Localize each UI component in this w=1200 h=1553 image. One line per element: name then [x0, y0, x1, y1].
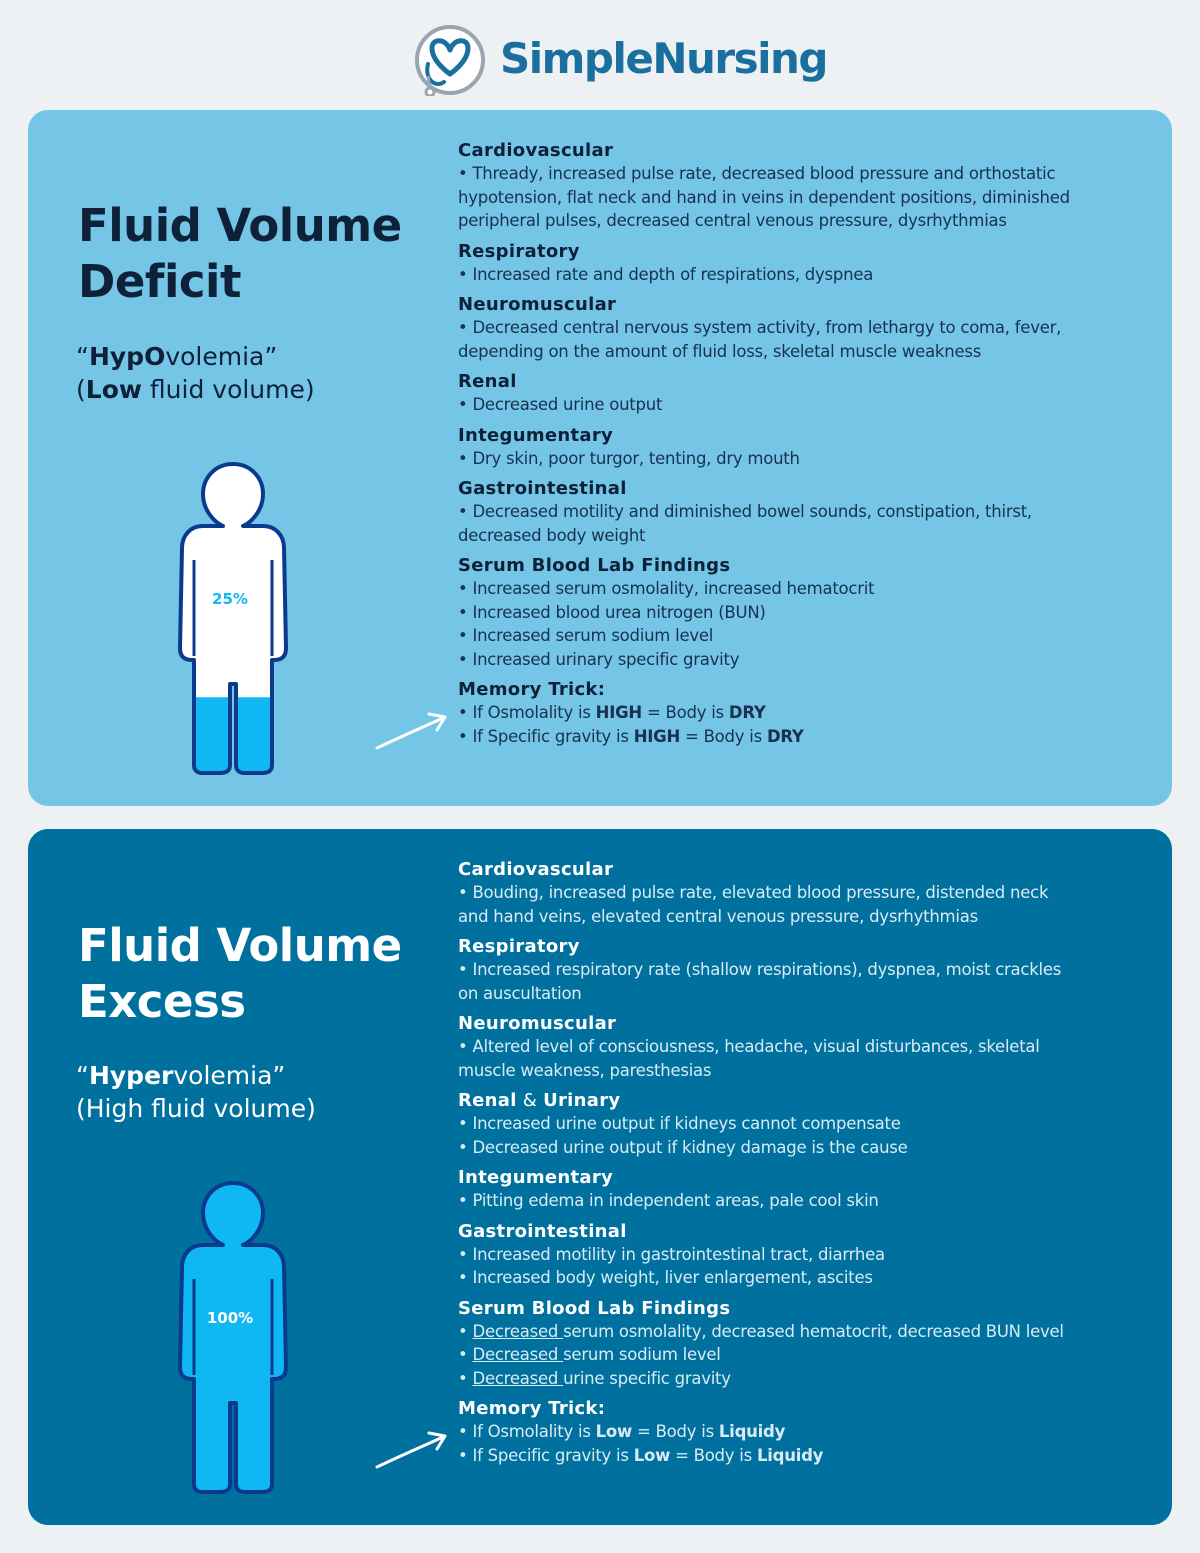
paren-open: (	[76, 375, 86, 404]
section-line: and hand veins, elevated central venous pressure, dysrhythmias	[458, 906, 978, 926]
section-title: Integumentary	[458, 424, 614, 446]
sub-bold-hyper: Hyper	[88, 1061, 174, 1090]
section-gastrointestinal	[458, 478, 1098, 547]
section-title: Cardiovascular	[458, 859, 614, 880]
section-cardiovascular	[458, 140, 1098, 233]
section-line: • Increased rate and depth of respirations, dyspnea	[458, 264, 874, 284]
deficit-memory-trick	[458, 679, 1098, 748]
memory-line-2: • If Specific gravity is Low = Body is Liquidy	[458, 1445, 824, 1465]
deficit-title-line2: Deficit	[78, 255, 241, 308]
section-title: Integumentary	[458, 1167, 614, 1188]
lab-findings-title: Serum Blood Lab Findings	[458, 1297, 731, 1319]
excess-title	[78, 918, 402, 1030]
section-title: Neuromuscular	[458, 294, 617, 315]
section-line: • Dry skin, poor turgor, tenting, dry mouth	[458, 448, 800, 468]
section-line: • Increased serum sodium level	[458, 626, 714, 645]
deficit-findings	[458, 140, 1098, 756]
stethoscope-heart-logo-icon	[410, 24, 490, 96]
section-line: • Bouding, increased pulse rate, elevated blood pressure, distended neck	[458, 883, 1049, 902]
excess-findings	[458, 859, 1098, 1475]
excess-renal-urinary	[458, 1090, 1098, 1159]
page-header	[0, 18, 1200, 98]
section-renal	[458, 371, 1098, 417]
section-line: • Thready, increased pulse rate, decreased blood pressure and orthostatic	[458, 164, 1056, 183]
sub2-rest: fluid volume)	[141, 375, 315, 404]
lab-line-2: • Decreased serum sodium level	[458, 1345, 721, 1364]
section-line: muscle weakness, paresthesias	[458, 1060, 712, 1080]
section-respiratory	[458, 241, 1098, 287]
section-line: • Pitting edema in independent areas, pale cool skin	[458, 1191, 879, 1210]
section-line: • Increased urinary specific gravity	[458, 649, 740, 669]
deficit-subtitle	[76, 340, 315, 406]
section-neuromuscular	[458, 1013, 1098, 1082]
section-line: hypotension, flat neck and hand in veins in dependent positions, diminished	[458, 187, 1070, 207]
quote-open: “	[76, 342, 89, 371]
section-respiratory	[458, 936, 1098, 1005]
excess-subtitle	[76, 1059, 316, 1125]
memory-title: Memory Trick:	[458, 1398, 606, 1419]
section-title: Respiratory	[458, 240, 580, 262]
fill-percent-label: 100%	[206, 1309, 254, 1327]
lab-line-1: • Decreased serum osmolality, decreased hematocrit, decreased BUN level	[458, 1321, 1064, 1341]
deficit-title	[78, 198, 402, 310]
section-line: decreased body weight	[458, 525, 646, 545]
fill-percent-label: 25%	[212, 590, 248, 608]
section-cardiovascular	[458, 859, 1098, 928]
memory-line-1: • If Osmolality is Low = Body is Liquidy	[458, 1422, 786, 1441]
lab-line-3: • Decreased urine specific gravity	[458, 1368, 731, 1388]
fluid-fill-level	[168, 1183, 298, 1494]
section-line: on auscultation	[458, 983, 582, 1003]
fluid-volume-excess-panel	[28, 829, 1172, 1525]
sub-rest: volemia”	[173, 1061, 286, 1090]
section-line: • Decreased motility and diminished bowel sounds, constipation, thirst,	[458, 502, 1032, 521]
section-title: Gastrointestinal	[458, 1220, 627, 1242]
memory-arrow-icon	[373, 1429, 453, 1474]
excess-lab-findings	[458, 1298, 1098, 1391]
excess-sections-list	[458, 859, 1098, 1082]
renal-urinary-title: Renal & Urinary	[458, 1090, 621, 1111]
excess-title-line1: Fluid Volume	[78, 919, 402, 972]
excess-memory-trick	[458, 1398, 1098, 1467]
deficit-sections-list	[458, 140, 1098, 671]
renal-line-1: • Increased urine output if kidneys cannot compensate	[458, 1114, 901, 1133]
section-line: • Increased serum osmolality, increased hematocrit	[458, 579, 875, 598]
body-figure-deficit	[168, 460, 298, 775]
section-line: • Altered level of consciousness, headache, visual disturbances, skeletal	[458, 1037, 1040, 1056]
sub2: (High fluid volume)	[76, 1094, 316, 1123]
section-title: Neuromuscular	[458, 1013, 617, 1034]
section-title: Gastrointestinal	[458, 478, 627, 499]
section-title: Serum Blood Lab Findings	[458, 555, 731, 576]
sub-rest: volemia”	[165, 342, 278, 371]
excess-title-line2: Excess	[78, 975, 246, 1028]
section-line: • Increased motility in gastrointestinal tract, diarrhea	[458, 1244, 885, 1264]
sub-bold-hyp: Hyp	[88, 342, 145, 371]
section-line: • Increased body weight, liver enlargement, ascites	[458, 1268, 873, 1287]
section-line: • Decreased urine output	[458, 395, 663, 414]
section-integumentary	[458, 1167, 1098, 1213]
section-gastrointestinal	[458, 1221, 1098, 1290]
quote-open: “	[76, 1061, 89, 1090]
section-line: depending on the amount of fluid loss, skeletal muscle weakness	[458, 341, 982, 361]
memory-line-1: • If Osmolality is HIGH = Body is DRY	[458, 703, 766, 722]
renal-line-2: • Decreased urine output if kidney damage is the cause	[458, 1137, 908, 1157]
excess-sections-list-2	[458, 1167, 1098, 1290]
deficit-title-line1: Fluid Volume	[78, 199, 402, 252]
sub2-bold-low: Low	[85, 375, 142, 404]
fluid-volume-deficit-panel	[28, 110, 1172, 806]
section-neuromuscular	[458, 294, 1098, 363]
section-line: peripheral pulses, decreased central venous pressure, dysrhythmias	[458, 211, 1007, 230]
section-line: • Increased respiratory rate (shallow respirations), dyspnea, moist crackles	[458, 960, 1062, 979]
sub-bold-o: O	[144, 342, 166, 371]
section-integumentary	[458, 425, 1098, 471]
section-serum-blood-lab-findings	[458, 555, 1098, 671]
section-title: Respiratory	[458, 936, 580, 957]
memory-title: Memory Trick:	[458, 679, 606, 700]
fluid-fill-level	[168, 697, 298, 775]
section-title: Renal	[458, 371, 517, 392]
memory-line-2: • If Specific gravity is HIGH = Body is DRY	[458, 726, 804, 746]
section-title: Cardiovascular	[458, 140, 614, 161]
body-figure-excess	[168, 1179, 298, 1494]
memory-arrow-icon	[373, 710, 453, 755]
section-line: • Decreased central nervous system activity, from lethargy to coma, fever,	[458, 318, 1062, 337]
brand-name: SimpleNursing	[500, 34, 827, 83]
section-line: • Increased blood urea nitrogen (BUN)	[458, 602, 766, 622]
